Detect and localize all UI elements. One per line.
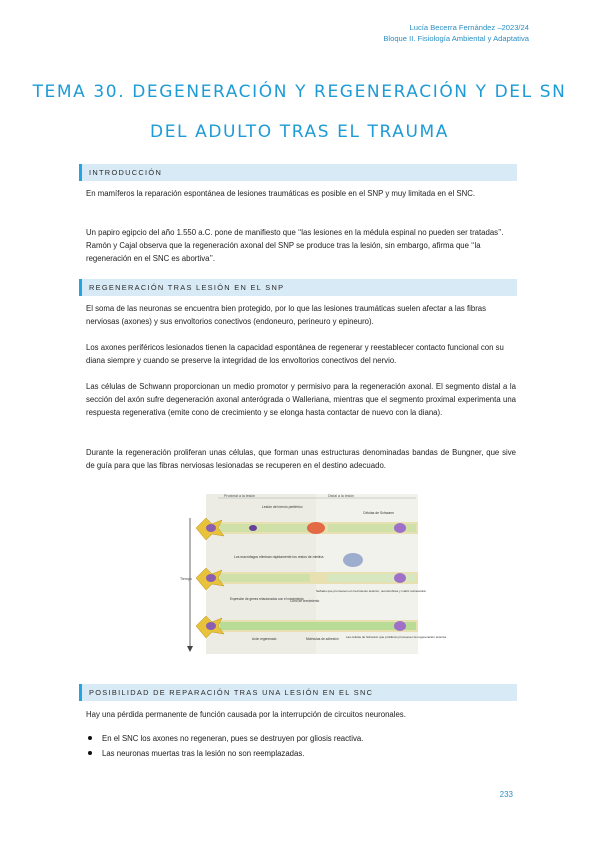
block-line: Bloque II. Fisiología Ambiental y Adaptativa [383,34,529,43]
section-heading-snc: POSIBILIDAD DE REPARACIÓN TRAS UNA LESIÓN EN EL SNC [79,684,517,701]
list-item: Las neuronas muertas tras la lesión no son reemplazadas. [86,746,516,761]
intro-paragraph-2: Un papiro egipcio del año 1.550 a.C. pone de manifiesto que ‘‘las lesiones en la médula espinal no pueden ser tratadas’’. Ramón y Cajal observa que la regeneración axonal del SNP se produce tras la lesión, sin embargo, afirma que ‘‘la regeneración en el SNC es abortiva’’. [86,228,504,263]
page-header [383,22,529,44]
fig-label-schwann2: Las células de Schwann que proliferan promueven la regeneración axónica [346,635,447,639]
nerve-regeneration-figure [178,488,447,660]
regen-paragraph-4: Durante la regeneración proliferan unas células, que forman unas estructuras denominadas bandas de Bungner, que sive de guía para que las fibras nerviosas lesionadas se recuperen en el destino adecuado. [86,448,516,470]
fig-label-axon: Axón regenerado [252,637,277,641]
section-heading-intro: INTRODUCCIÓN [79,164,517,181]
regen-paragraph-3: Las células de Schwann proporcionan un medio promotor y permisivo para la regeneración axonal. El segmento distal a la sección del axón sufre degeneración axonal anterógrada o Walleriana, mientras que el segmento proximal experimenta una respuesta regenerativa (emite cono de crecimiento y se elonga hasta contactar de nuevo con la diana). [86,382,516,417]
fig-label-distal: Distal a la lesión [328,494,355,498]
regen-paragraph-1: El soma de las neuronas se encuentra bien protegido, por lo que las lesiones traumáticas suelen afectar a las fibras nerviosas (axones) y sus envoltorios conectivos (endoneuro, perineuro y epineuro). [86,304,487,326]
page-title-line-1: TEMA 30. DEGENERACIÓN Y REGENERACIÓN Y DEL SN [32,82,567,102]
bullet-dot-icon [88,736,92,740]
fig-label-proximal: Proximal a la lesión [224,494,256,498]
fig-label-tiempo: Tiempo [180,577,192,581]
snc-bullet-list [86,731,516,761]
fig-label-macrofagos: Los macrófagos eliminan rápidamente los restos de mielina [234,555,324,559]
fig-label-expresion: Expresión de genes relacionados con el crecimiento [230,597,304,601]
fig-label-lesion: Lesión del nervio periférico [262,505,303,509]
section-heading-regeneration: REGENERACIÓN TRAS LESIÓN EN EL SNP [79,279,517,296]
page-title-line-2: DEL ADULTO TRAS EL TRAUMA [150,122,449,142]
fig-label-senales: Señales que promueven el crecimiento axónico, neurotrofinas y matriz extracelular [316,589,426,593]
snc-paragraph-1: Hay una pérdida permanente de función causada por la interrupción de circuitos neuronales. [86,710,406,719]
list-item: En el SNC los axones no regeneran, pues se destruyen por gliosis reactiva. [86,731,516,746]
fig-label-moleculas: Moléculas de adhesión [306,637,339,641]
intro-paragraph-1: En mamíferos la reparación espontánea de lesiones traumáticas es posible en el SNP y muy limitada en el SNC. [86,189,476,198]
fig-label-schwann: Células de Schwann [363,511,394,515]
author-line: Lucía Becerra Fernández –2023/24 [409,23,529,32]
bullet-dot-icon [88,751,92,755]
regen-paragraph-2: Los axones periféricos lesionados tienen la capacidad espontánea de regenerar y reestablecer contacto funcional con su diana siempre y cuando se preserve la integridad de los envoltorios conectivos del nervio. [86,343,504,365]
fig-label-cono: Cono de crecimiento [290,599,320,603]
page-number: 233 [499,790,513,799]
